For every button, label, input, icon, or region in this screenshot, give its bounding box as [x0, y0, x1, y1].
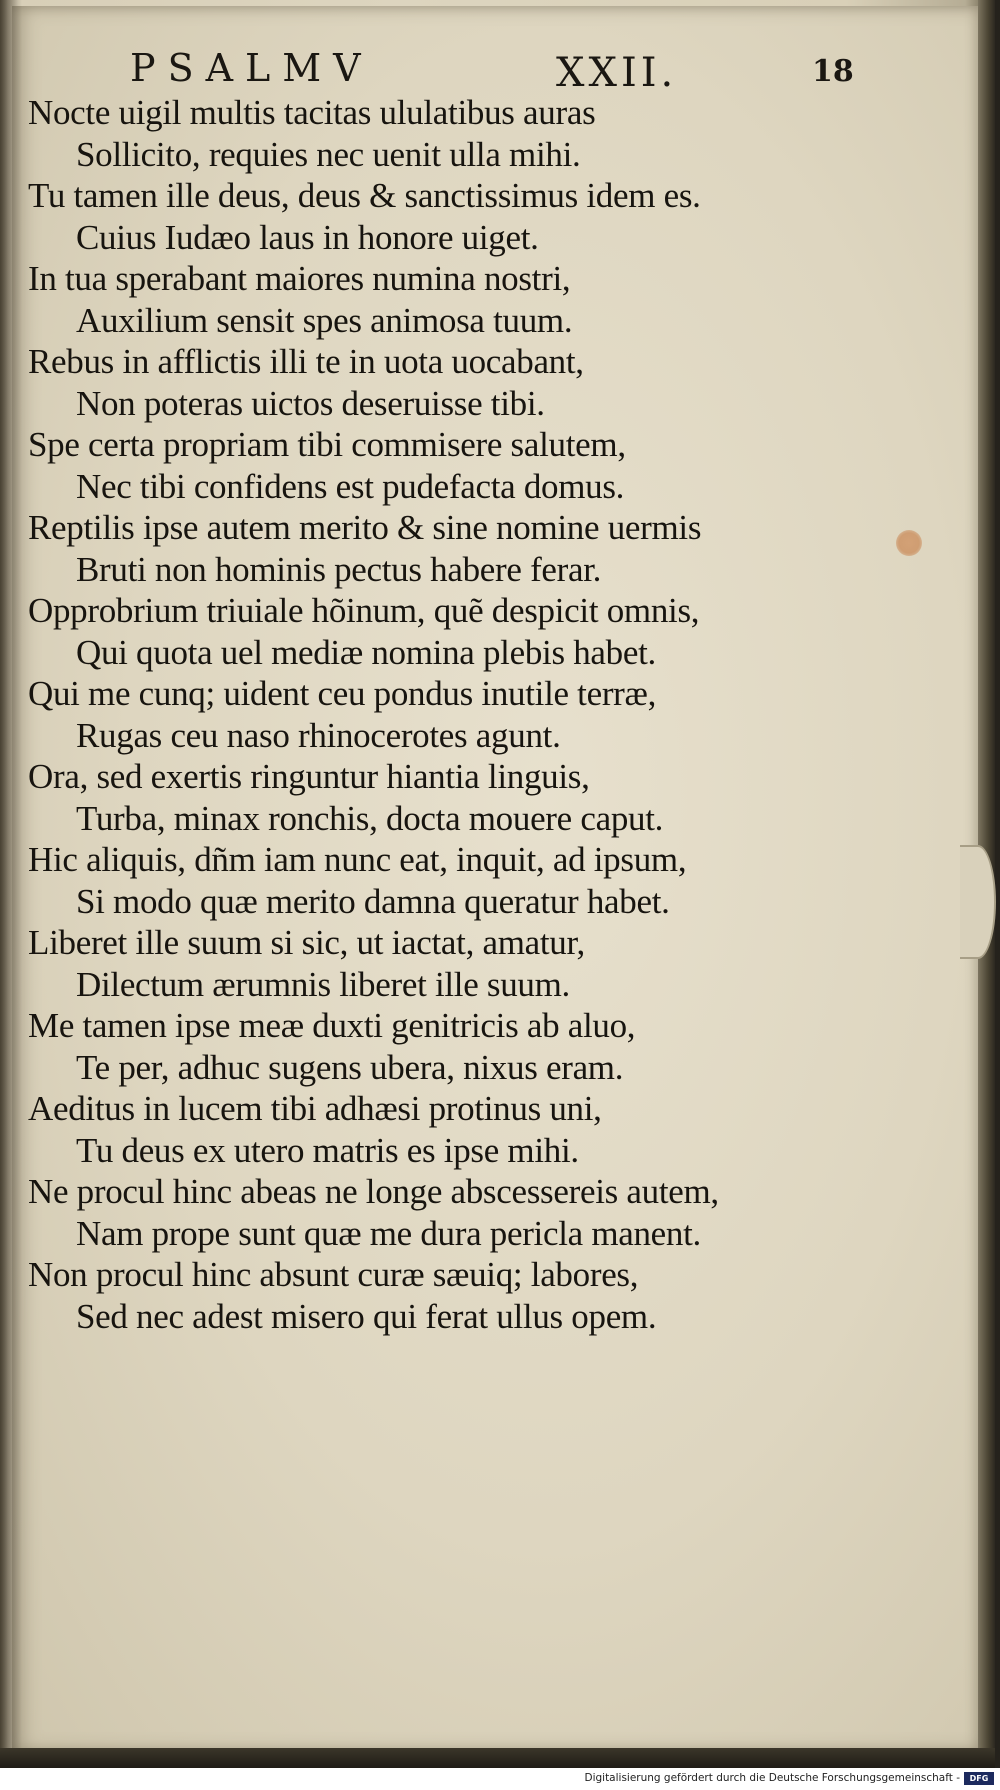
verse-line: Rebus in afflictis illi te in uota uocabant,: [28, 342, 584, 381]
verse-line: Ne procul hinc abeas ne longe abscessereis autem,: [28, 1172, 719, 1211]
verse-line: Non poteras uictos deseruisse tibi.: [76, 383, 545, 423]
verse-line: Turba, minax ronchis, docta mouere caput.: [76, 798, 664, 838]
verse-line: Sollicito, requies nec uenit ulla mihi.: [76, 134, 581, 174]
psalm-number: XXII.: [556, 50, 678, 96]
dfg-logo: DFG: [964, 1772, 994, 1785]
verse-line: Nam prope sunt quæ me dura pericla manent.: [76, 1213, 701, 1253]
verse-line: Cuius Iudæo laus in honore uiget.: [76, 217, 539, 257]
running-title: PSALMV: [130, 46, 373, 90]
verse-line: Nec tibi confidens est pudefacta domus.: [76, 466, 625, 506]
verse-line: Non procul hinc absunt curæ sæuiq; labores,: [28, 1255, 639, 1294]
verse-line: Bruti non hominis pectus habere ferar.: [76, 549, 602, 589]
verse-line: Spe certa propriam tibi commisere salutem,: [28, 425, 626, 464]
verse-line: Tu tamen ille deus, deus & sanctissimus idem es.: [28, 176, 701, 215]
spine-shadow: [0, 0, 22, 1750]
page-bottom-edge: [0, 1748, 995, 1768]
verse-line: Rugas ceu naso rhinocerotes agunt.: [76, 715, 561, 755]
verse-line: Auxilium sensit spes animosa tuum.: [76, 300, 573, 340]
verse-line: Opprobrium triuiale hõinum, quẽ despicit omnis,: [28, 591, 700, 630]
verse-line: Hic aliquis, dñm iam nunc eat, inquit, ad ipsum,: [28, 840, 687, 879]
verse-line: Ora, sed exertis ringuntur hiantia linguis,: [28, 757, 590, 796]
verse-text: [28, 92, 928, 1337]
page-tab: [960, 845, 996, 959]
verse-line: Te per, adhuc sugens ubera, nixus eram.: [76, 1047, 624, 1087]
digitization-footer: [0, 1768, 1000, 1790]
verse-line: In tua sperabant maiores numina nostri,: [28, 259, 571, 298]
verse-line: Tu deus ex utero matris es ipse mihi.: [76, 1130, 579, 1170]
verse-line: Si modo quæ merito damna queratur habet.: [76, 881, 670, 921]
funding-credit: Digitalisierung gefördert durch die Deutsche Forschungsgemeinschaft -: [584, 1772, 960, 1784]
verse-line: Nocte uigil multis tacitas ululatibus auras: [28, 93, 596, 132]
verse-line: Qui me cunq; uident ceu pondus inutile terræ,: [28, 674, 657, 713]
verse-line: Liberet ille suum si sic, ut iactat, amatur,: [28, 923, 585, 962]
folio-number: 18: [812, 54, 854, 89]
verse-line: Reptilis ipse autem merito & sine nomine uermis: [28, 508, 702, 547]
verse-line: Sed nec adest misero qui ferat ullus opem.: [76, 1296, 657, 1336]
verse-line: Qui quota uel mediæ nomina plebis habet.: [76, 632, 656, 672]
verse-line: Me tamen ipse meæ duxti genitricis ab aluo,: [28, 1006, 636, 1045]
verse-line: Dilectum ærumnis liberet ille suum.: [76, 964, 571, 1004]
verse-line: Aeditus in lucem tibi adhæsi protinus uni,: [28, 1089, 602, 1128]
